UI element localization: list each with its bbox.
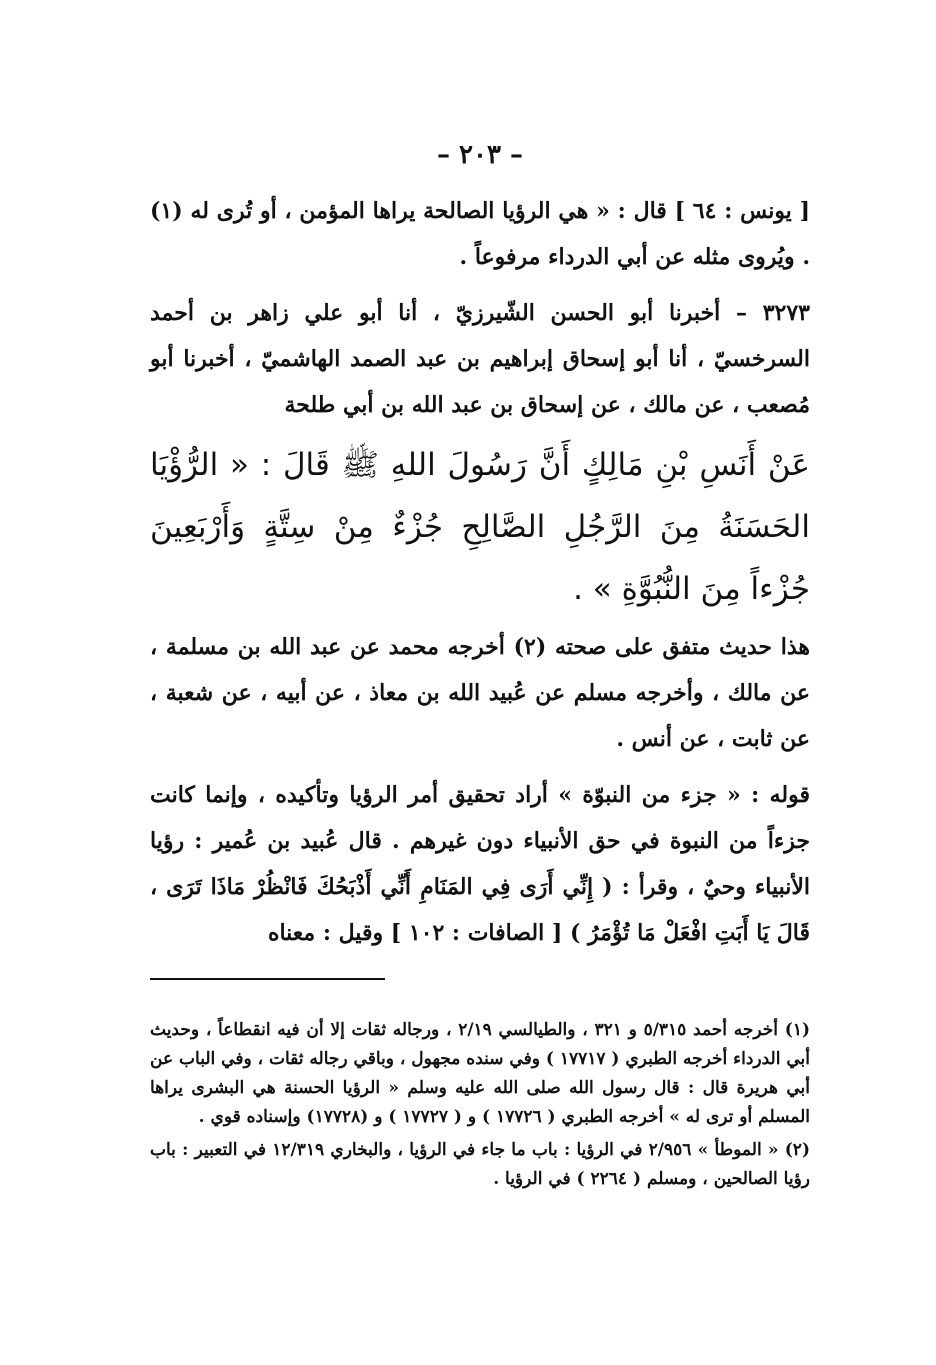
footnote-2: (٢) « الموطأ » ٢/٩٥٦ في الرؤيا : باب ما جاء في الرؤيا ، والبخاري ١٢/٣١٩ في التعبير : باب رؤيا الصالحين ، ومسلم ( ٢٢٦٤ ) في الرؤيا .	[150, 1140, 810, 1189]
paragraph-isnad: ٣٢٧٣ – أخبرنا أبو الحسن الشّيرزيّ ، أنا أبو علي زاهر بن أحمد السرخسيّ ، أنا أبو إسحاق إبراهيم بن عبد الصمد الهاشميّ ، أخبرنا أبو مُصعب ، عن مالك ، عن إسحاق بن عبد الله بن أبي طلحة	[150, 300, 810, 418]
hadith-text: عَنْ أَنَسِ بْنِ مَالِكٍ أَنَّ رَسُولَ اللهِ ﷺ قَالَ : « الرُّؤْيَا الحَسَنَةُ مِنَ الرَّجُلِ الصَّالِحِ جُزْءٌ مِنْ سِتَّةٍ وَأَرْبَعِينَ جُزْءاً مِنَ النُّبُوَّةِ » .	[150, 447, 810, 607]
footnote-separator	[150, 978, 385, 980]
book-page	[150, 140, 810, 1194]
paragraph-explanation: قوله : « جزء من النبوّة » أراد تحقيق أمر الرؤيا وتأكيده ، وإنما كانت جزءاً من النبوة في حق الأنبياء دون غيرهم . قال عُبيد بن عُمير : رؤيا الأنبياء وحيٌ ، وقرأ : ( إِنِّي أَرَى فِي المَنَامِ أَنِّي أَذْبَحُكَ فَانْظُرْ مَاذَا تَرَى ، قَالَ يَا أَبَتِ افْعَلْ مَا تُؤْمَرُ ) [ الصافات : ١٠٢ ] وقيل : معناه	[150, 782, 810, 946]
footnote-1: (١) أخرجه أحمد ٥/٣١٥ و ٣٢١ ، والطيالسي ٢/١٩ ، ورجاله ثقات إلا أن فيه انقطاعاً ، وحديث أبي الدرداء أخرجه الطبري ( ١٧٧١٧ ) وفي سنده مجهول ، وباقي رجاله ثقات ، وفي الباب عن أبي هريرة قال : قال رسول الله صلى الله عليه وسلم « الرؤيا الحسنة هي البشرى يراها المسلم أو ترى له » أخرجه الطبري ( ١٧٧٢٦ ) و ( ١٧٧٢٧ ) و (١٧٧٢٨) وإسناده قوي .	[150, 1020, 811, 1127]
page-number: – ٢٠٣ –	[436, 140, 524, 170]
paragraph-takhrij: هذا حديث متفق على صحته (٢) أخرجه محمد عن عبد الله بن مسلمة ، عن مالك ، وأخرجه مسلم عن عُبيد الله بن معاذ ، عن أبيه ، عن شعبة ، عن ثابت ، عن أنس .	[150, 634, 810, 752]
paragraph-verse-commentary: [ يونس : ٦٤ ] قال : « هي الرؤيا الصالحة يراها المؤمن ، أو تُرى له (١) . ويُروى مثله عن أبي الدرداء مرفوعاً .	[150, 198, 811, 270]
